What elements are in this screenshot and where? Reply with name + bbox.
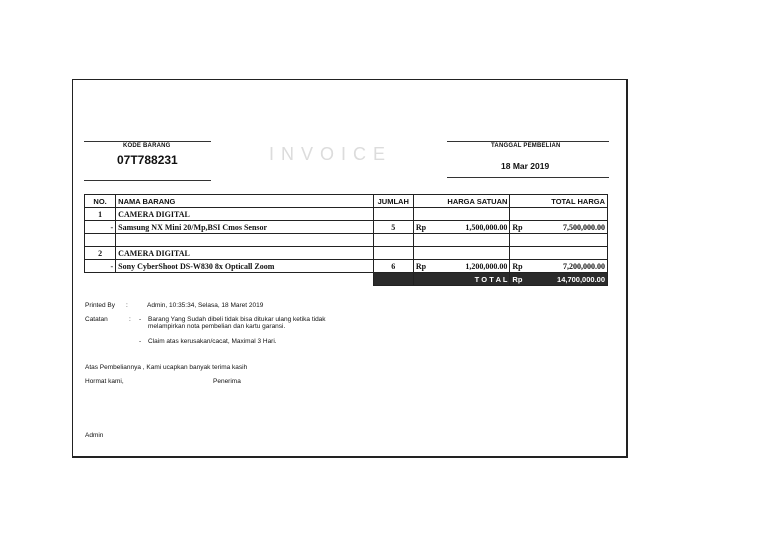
tanggal-bottom-line [447,177,609,178]
item-total-currency: Rp [510,221,531,234]
spacer-row [85,234,608,247]
item-no: 2 [85,247,116,260]
item-total: 7,500,000.00 [531,221,607,234]
invoice-sheet [72,79,628,458]
note-line: Claim atas kerusakan/cacat, Maximal 3 Hari. [148,338,277,345]
item-currency: Rp [413,260,433,273]
item-name: Sony CyberShoot DS-W830 8x Opticall Zoom [116,260,373,273]
header-jumlah: JUMLAH [373,195,413,208]
total-label: T O T A L [413,273,510,286]
tanggal-label: TANGGAL PEMBELIAN [491,143,561,149]
item-qty: 6 [373,260,413,273]
item-name: Samsung NX Mini 20/Mp,BSI Cmos Sensor [116,221,373,234]
item-category: CAMERA DIGITAL [116,208,373,221]
item-price: 1,500,000.00 [433,221,509,234]
catatan-colon: : [129,316,131,323]
item-price: 1,200,000.00 [433,260,509,273]
printed-value: Admin, 10:35:34, Selasa, 18 Maret 2019 [147,302,264,309]
item-currency: Rp [413,221,433,234]
header-total: TOTAL HARGA [510,195,608,208]
note-bullet: - [139,316,142,323]
note-line: Barang Yang Sudah dibeli tidak bisa ditukar ulang ketika tidak [148,316,326,323]
tanggal-top-line [447,141,609,142]
kode-top-line [84,141,211,142]
penerima-text: Penerima [213,378,241,385]
kode-label: KODE BARANG [123,143,171,149]
note-line: melampirkan nota pembelian dan kartu garansi. [148,323,286,330]
items-table [84,194,608,286]
table-row [85,221,608,234]
item-qty: 5 [373,221,413,234]
catatan-label: Catatan [85,316,108,323]
signature-name: Admin [85,432,104,439]
item-total-currency: Rp [510,260,531,273]
invoice-watermark: INVOICE [269,144,393,164]
item-dash: - [85,260,116,273]
table-header-row [85,195,608,208]
header-nama: NAMA BARANG [116,195,373,208]
total-currency: Rp [510,273,531,286]
tanggal-value: 18 Mar 2019 [501,161,550,171]
closing-text: Atas Pembeliannya , Kami ucapkan banyak terima kasih [85,364,248,371]
item-no: 1 [85,208,116,221]
kode-value: 07T788231 [117,153,178,167]
table-row [85,208,608,221]
printed-colon: : [126,302,128,309]
printed-label: Printed By [85,302,115,309]
table-row [85,260,608,273]
kode-bottom-line [84,180,211,181]
item-total: 7,200,000.00 [531,260,607,273]
total-row [85,273,608,286]
grand-total: 14,700,000.00 [531,273,607,286]
header-no: NO. [85,195,116,208]
item-category: CAMERA DIGITAL [116,247,373,260]
hormat-text: Hormat kami, [85,378,124,385]
header-harga: HARGA SATUAN [413,195,510,208]
note-bullet: - [139,338,142,345]
table-row [85,247,608,260]
item-dash: - [85,221,116,234]
